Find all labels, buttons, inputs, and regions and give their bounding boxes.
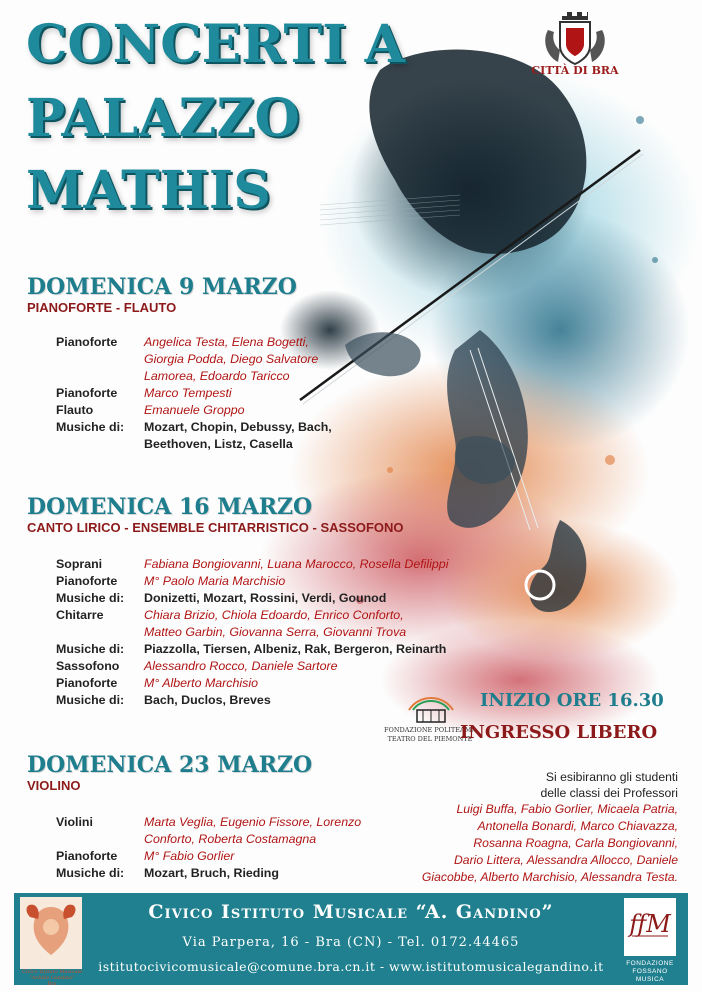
institute-name: Civico Istituto Musicale “A. Gandino” — [148, 901, 554, 923]
row-label: Pianoforte — [56, 849, 118, 863]
row-value: Chiara Brizio, Chiola Edoardo, Enrico Conforto, — [144, 608, 404, 622]
row-value: Mozart, Chopin, Debussy, Bach, — [144, 420, 332, 434]
row-value: Conforto, Roberta Costamagna — [144, 832, 317, 846]
ffm-logo-icon — [624, 902, 676, 942]
title-line-2: PALAZZO — [26, 88, 300, 149]
row-label: Soprani — [56, 557, 103, 571]
ffm-line-3: MUSICA — [635, 976, 665, 983]
institute-logo-line-2: "Achille Gandino" — [29, 975, 75, 981]
row-label: Musiche di: — [56, 420, 125, 434]
row-value: Matteo Garbin, Giovanna Serra, Giovanni Trova — [144, 625, 407, 639]
students-intro-2: delle classi dei Professori — [540, 786, 678, 800]
students-intro-1: Si esibiranno gli studenti — [545, 770, 678, 784]
row-label: Sassofono — [56, 659, 120, 673]
institute-logo-line-3: Bra — [47, 981, 57, 987]
row-value: Mozart, Bruch, Rieding — [144, 866, 279, 880]
row-value: Emanuele Groppo — [144, 403, 245, 417]
row-value: Alessandro Rocco, Daniele Sartore — [144, 659, 338, 673]
city-label: CITTÀ DI BRA — [531, 64, 619, 77]
row-value: Bach, Duclos, Breves — [144, 693, 271, 707]
concert-2-subtitle: CANTO LIRICO - ENSEMBLE CHITARRISTICO - SASSOFONO — [27, 520, 404, 535]
concert-3-date: DOMENICA 23 MARZO — [27, 752, 313, 778]
row-value: Giorgia Podda, Diego Salvatore — [144, 352, 319, 366]
title-line-1: CONCERTI A — [26, 14, 406, 75]
row-label: Musiche di: — [56, 693, 125, 707]
footer-banner — [14, 893, 688, 985]
row-label: Pianoforte — [56, 386, 118, 400]
teacher-names-line: Giacobbe, Alberto Marchisio, Alessandra Testa. — [421, 870, 678, 884]
teacher-names-line: Antonella Bonardi, Marco Chiavazza, — [477, 819, 678, 833]
concert-3-subtitle: VIOLINO — [27, 778, 81, 793]
concert-1-date: DOMENICA 9 MARZO — [27, 274, 297, 300]
row-value: Donizetti, Mozart, Rossini, Verdi, Gounod — [144, 591, 387, 605]
row-label: Violini — [56, 815, 93, 829]
theatre-name-line-2: TEATRO DEL PIEMONTE — [387, 735, 473, 743]
row-label: Flauto — [56, 403, 94, 417]
ffm-logo — [624, 898, 676, 956]
row-value: Marta Veglia, Eugenio Fissore, Lorenzo — [144, 815, 362, 829]
row-value: M° Paolo Maria Marchisio — [144, 574, 286, 588]
teacher-names-line: Rosanna Roagna, Carla Bongiovanni, — [473, 836, 678, 850]
title-line-3: MATHIS — [26, 160, 271, 221]
row-value: Lamorea, Edoardo Taricco — [144, 369, 290, 383]
institute-logo-icon — [20, 897, 82, 969]
row-value: Marco Tempesti — [144, 386, 232, 400]
concert-2-date: DOMENICA 16 MARZO — [27, 494, 313, 520]
city-crest-icon — [540, 10, 610, 70]
row-value: M° Alberto Marchisio — [144, 676, 258, 690]
concert-1-subtitle: PIANOFORTE - FLAUTO — [27, 300, 177, 315]
theatre-name-line-1: FONDAZIONE POLITEAMA — [384, 726, 477, 734]
ffm-mark-text: ffM — [629, 910, 671, 938]
row-label: Pianoforte — [56, 574, 118, 588]
teacher-names-line: Luigi Buffa, Fabio Gorlier, Micaela Patria, — [456, 802, 678, 816]
theatre-logo-icon — [403, 690, 459, 726]
row-label: Musiche di: — [56, 642, 125, 656]
row-value: M° Fabio Gorlier — [144, 849, 235, 863]
free-entry: INGRESSO LIBERO — [460, 722, 658, 743]
row-label: Musiche di: — [56, 866, 125, 880]
row-value: Angelica Testa, Elena Bogetti, — [144, 335, 309, 349]
institute-address: Via Parpera, 16 - Bra (CN) - Tel. 0172.44465 — [182, 935, 520, 950]
row-label: Chitarre — [56, 608, 104, 622]
ffm-line-1: FONDAZIONE — [626, 960, 674, 967]
row-label: Musiche di: — [56, 591, 125, 605]
row-label: Pianoforte — [56, 335, 118, 349]
row-value: Fabiana Bongiovanni, Luana Marocco, Rosella Defilippi — [144, 557, 449, 571]
institute-contacts: istitutocivicomusicale@comune.bra.cn.it - www.istitutomusicalegandino.it — [98, 959, 604, 974]
institute-logo-line-1: Civico Istituto Musicale — [21, 969, 83, 975]
row-value: Piazzolla, Tiersen, Albeniz, Rak, Bergeron, Reinarth — [144, 642, 447, 656]
ffm-line-2: FOSSANO — [632, 968, 668, 975]
teacher-names-line: Dario Littera, Alessandra Allocco, Daniele — [454, 853, 678, 867]
row-value: Beethoven, Listz, Casella — [144, 437, 293, 451]
start-time: INIZIO ORE 16.30 — [480, 690, 664, 711]
row-label: Pianoforte — [56, 676, 118, 690]
